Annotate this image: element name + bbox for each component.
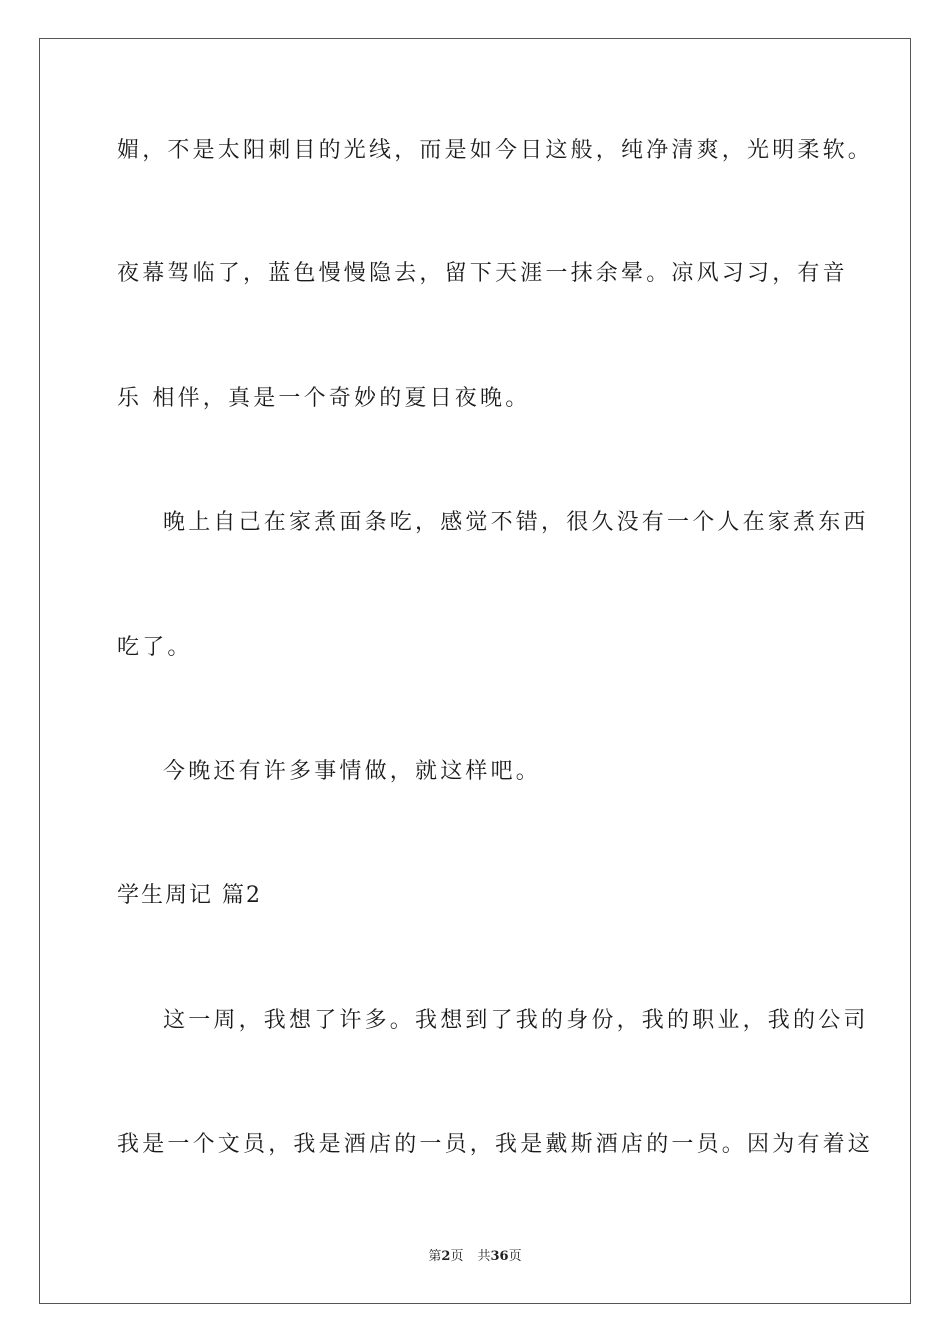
paragraph-line: 乐 相伴，真是一个奇妙的夏日夜晚。 bbox=[117, 386, 531, 411]
section-heading: 学生周记 篇2 bbox=[117, 883, 262, 908]
total-suffix: 页 bbox=[508, 1249, 522, 1264]
paragraph-line: 这一周，我想了许多。我想到了我的身份，我的职业，我的公司 bbox=[163, 1008, 869, 1033]
page-prefix: 第 bbox=[428, 1249, 442, 1264]
current-page-number: 2 bbox=[441, 1249, 451, 1264]
paragraph-line: 媚，不是太阳刺目的光线，而是如今日这般，纯净清爽，光明柔软。 bbox=[117, 138, 874, 163]
page-frame bbox=[39, 38, 911, 1304]
page-footer bbox=[0, 1248, 950, 1266]
page-suffix: 页 bbox=[450, 1249, 464, 1264]
total-prefix: 共 bbox=[477, 1249, 491, 1264]
total-pages-number: 36 bbox=[490, 1249, 509, 1264]
paragraph-line: 夜幕驾临了，蓝色慢慢隐去，留下天涯一抹余晕。凉风习习，有音 bbox=[117, 261, 848, 286]
paragraph-line: 今晚还有许多事情做，就这样吧。 bbox=[163, 759, 542, 784]
paragraph-line: 我是一个文员，我是酒店的一员，我是戴斯酒店的一员。因为有着这 bbox=[117, 1132, 874, 1157]
paragraph-line: 吃了。 bbox=[117, 635, 193, 660]
paragraph-line: 晚上自己在家煮面条吃，感觉不错，很久没有一个人在家煮东西 bbox=[163, 510, 869, 535]
